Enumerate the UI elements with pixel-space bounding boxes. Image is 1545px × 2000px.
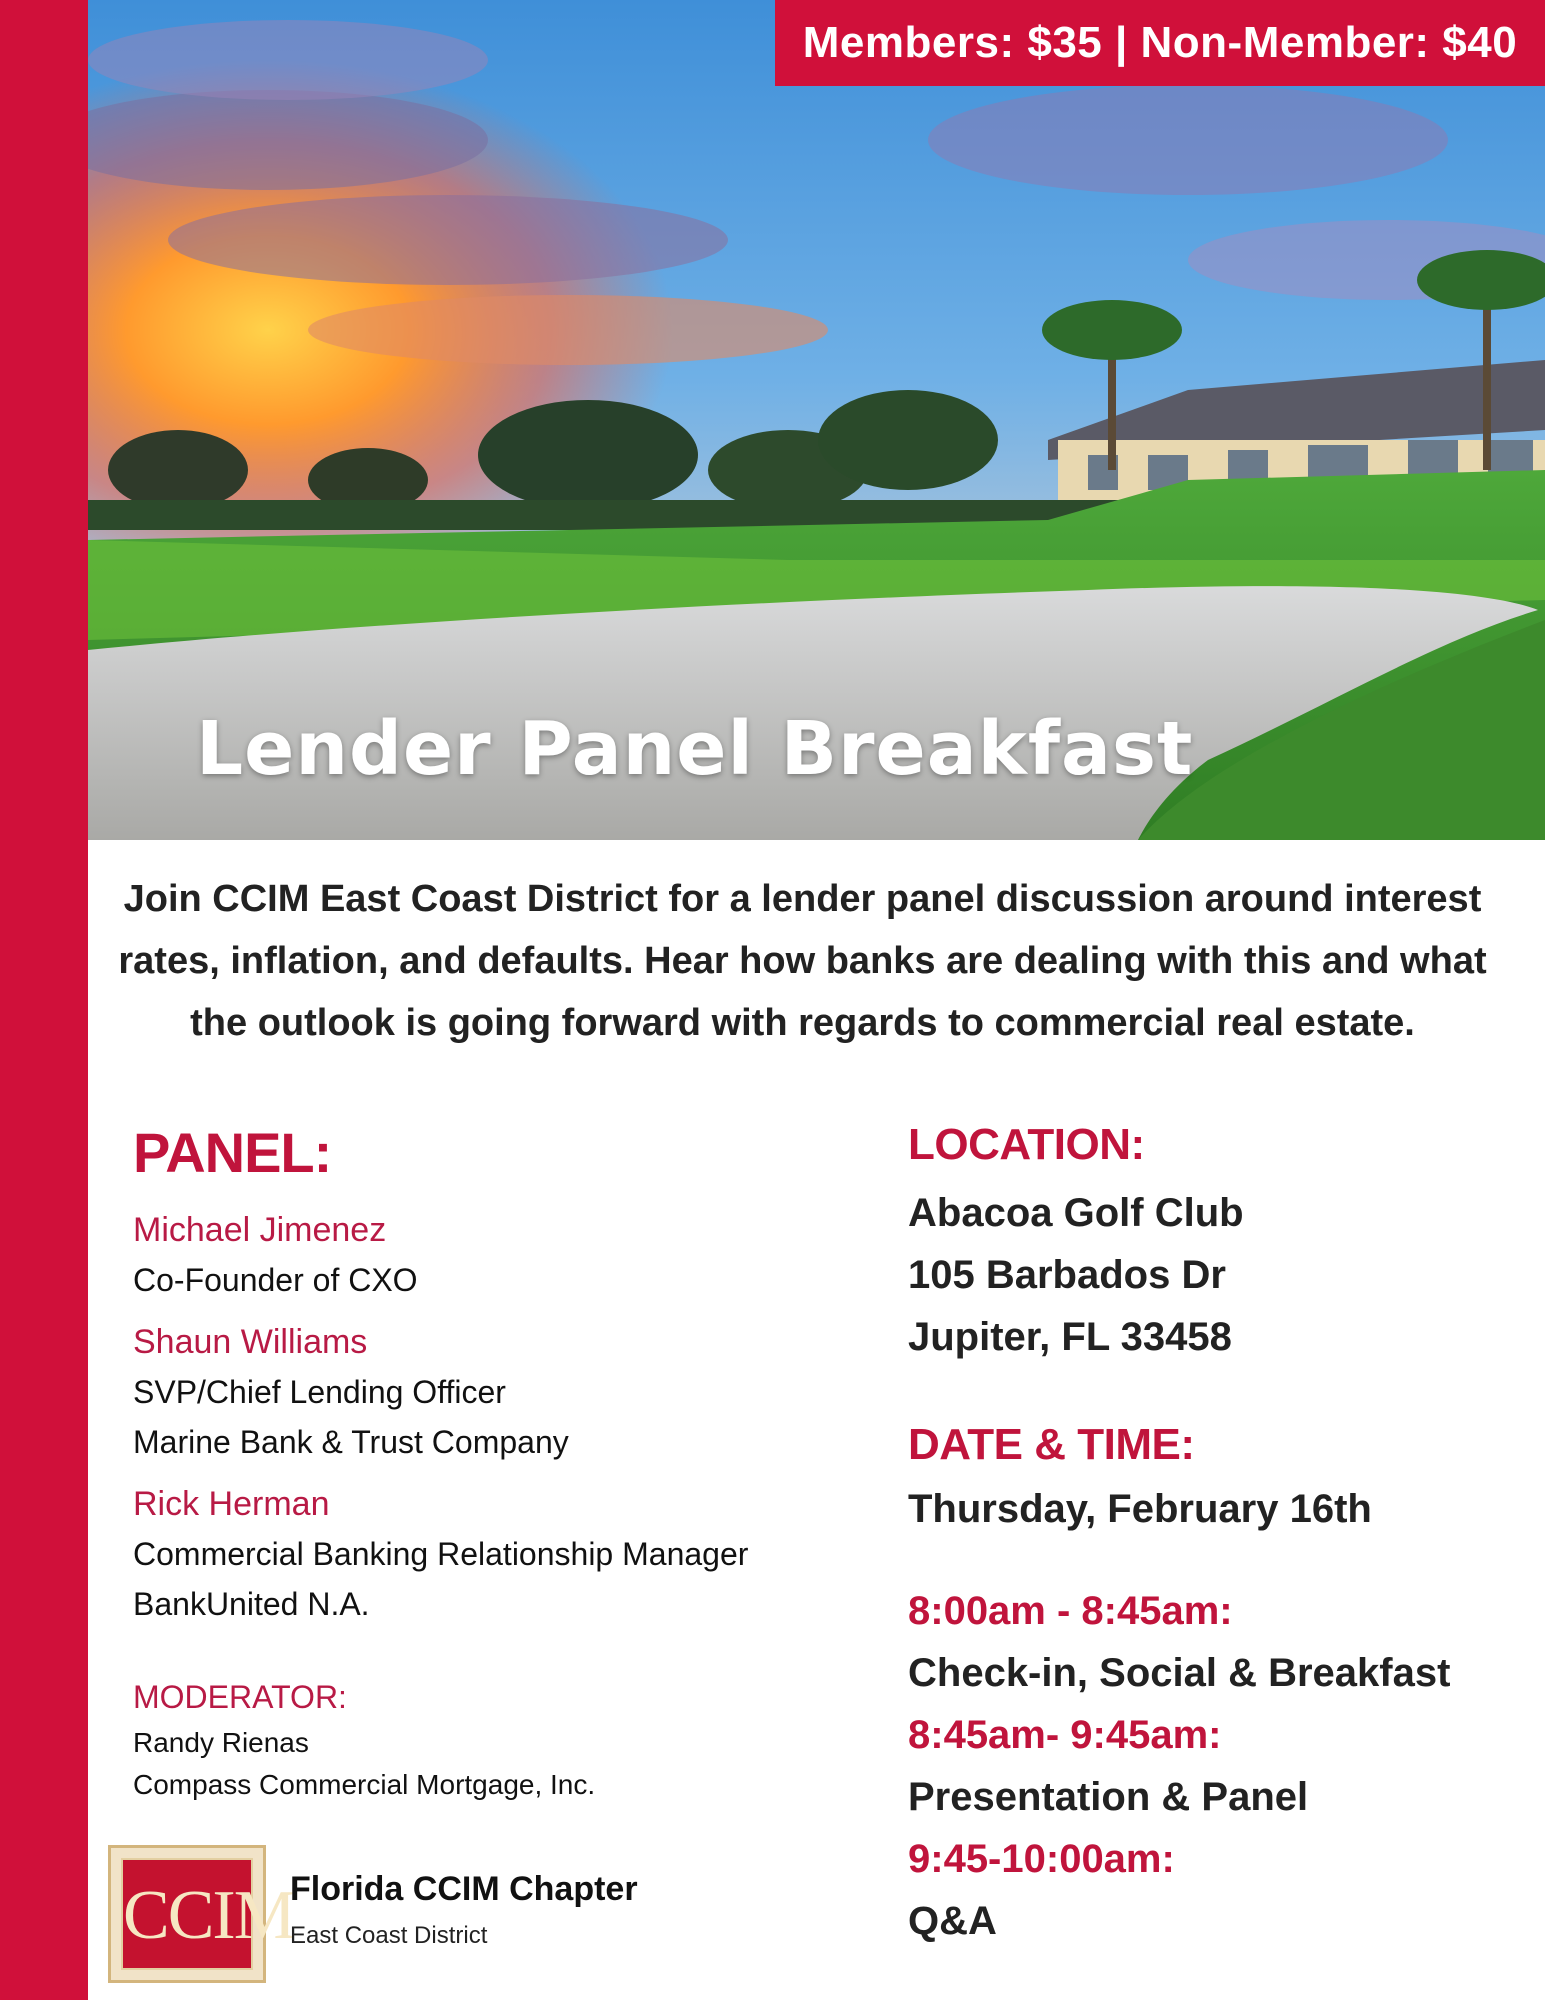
pricing-banner: Members: $35 | Non-Member: $40 [775, 0, 1545, 86]
left-accent-bar [0, 0, 88, 2000]
panelist [133, 1205, 873, 1305]
panelist-company: Marine Bank & Trust Company [133, 1424, 569, 1460]
schedule-time: 9:45-10:00am: [908, 1837, 1175, 1881]
datetime-heading: DATE & TIME: [908, 1420, 1195, 1469]
schedule [908, 1580, 1508, 1952]
panelist-company: BankUnited N.A. [133, 1586, 370, 1622]
panelist-title: Commercial Banking Relationship Manager [133, 1536, 749, 1572]
moderator-heading: MODERATOR: [133, 1679, 347, 1715]
panelist-title: SVP/Chief Lending Officer [133, 1374, 506, 1410]
details-section [908, 1120, 1508, 1952]
panelist-name: Michael Jimenez [133, 1211, 387, 1249]
chapter-name: Florida CCIM Chapter [290, 1870, 638, 1908]
city-state-zip: Jupiter, FL 33458 [908, 1315, 1232, 1359]
panel-section [133, 1120, 873, 1806]
district-name: East Coast District [290, 1922, 488, 1949]
ccim-logo [108, 1845, 294, 1983]
moderator-name: Randy Rienas [133, 1727, 309, 1758]
schedule-time: 8:00am - 8:45am: [908, 1589, 1233, 1633]
street-address: 105 Barbados Dr [908, 1253, 1226, 1297]
panelist-name: Shaun Williams [133, 1323, 368, 1361]
panelist-name: Rick Herman [133, 1485, 330, 1523]
schedule-activity: Presentation & Panel [908, 1775, 1309, 1819]
schedule-activity: Q&A [908, 1899, 997, 1943]
moderator-section [133, 1679, 873, 1806]
event-date: Thursday, February 16th [908, 1487, 1372, 1531]
location-heading: LOCATION: [908, 1120, 1145, 1169]
panel-heading: PANEL: [133, 1121, 332, 1184]
ccim-logo-text: CCIM [121, 1858, 253, 1970]
venue-name: Abacoa Golf Club [908, 1191, 1244, 1235]
hero-image [88, 0, 1545, 840]
event-description: Join CCIM East Coast District for a lender panel discussion around interest rates, inflation, and defaults. Hear how banks are dealing with this and what the outlook is going forward with regards to commercial real estate. [118, 878, 1487, 1044]
schedule-activity: Check-in, Social & Breakfast [908, 1651, 1451, 1695]
schedule-time: 8:45am- 9:45am: [908, 1713, 1222, 1757]
event-title: Lender Panel Breakfast [196, 706, 1194, 792]
panelist-title: Co-Founder of CXO [133, 1262, 418, 1298]
moderator-company: Compass Commercial Mortgage, Inc. [133, 1769, 596, 1800]
panelist [133, 1317, 873, 1467]
panelist [133, 1479, 873, 1629]
